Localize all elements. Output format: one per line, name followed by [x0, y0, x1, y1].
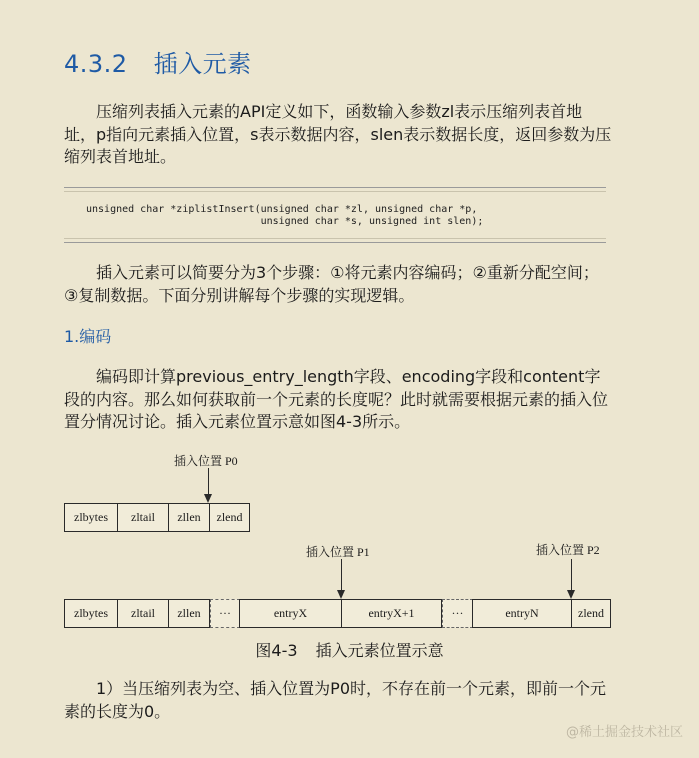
- figure-caption: [0, 638, 699, 661]
- p1-label: 插入位置 P1: [306, 545, 370, 559]
- row1-cell-zlbytes: zlbytes: [64, 503, 118, 532]
- row2-cell-entryX-plus-1: entryX+1: [341, 599, 442, 628]
- code-line-1: unsigned char *ziplistInsert(unsigned char *zl, unsigned char *p,: [86, 204, 478, 215]
- p2-arrow-icon: [567, 590, 575, 599]
- row2-cell-ellipsis-2: ···: [442, 599, 473, 628]
- section-heading: [64, 44, 252, 79]
- watermark: @稀土掘金技术社区: [565, 725, 683, 740]
- p2-arrow-line: [571, 559, 572, 590]
- row1-cell-zlend: zlend: [209, 503, 250, 532]
- row2-cell-entryX: entryX: [239, 599, 342, 628]
- code-line-2: unsigned char *s, unsigned int slen);: [86, 216, 484, 227]
- figure-caption-text: 插入元素位置示意: [315, 641, 444, 660]
- row2-cell-zllen: zllen: [168, 599, 210, 628]
- p2-label: 插入位置 P2: [536, 543, 600, 557]
- row2-cell-zlbytes: zlbytes: [64, 599, 118, 628]
- row2-cell-entryN: entryN: [472, 599, 572, 628]
- subheading: 1.编码: [64, 327, 112, 346]
- row2-cell-ellipsis-1: ···: [210, 599, 240, 628]
- p0-label: 插入位置 P0: [174, 454, 238, 468]
- p0-arrow-icon: [204, 494, 212, 503]
- row1-cell-zltail: zltail: [117, 503, 169, 532]
- steps-paragraph: 插入元素可以简要分为3个步骤：①将元素内容编码；②重新分配空间；③复制数据。下面分别讲解每个步骤的实现逻辑。: [64, 263, 599, 305]
- intro-paragraph: 压缩列表插入元素的API定义如下，函数输入参数zl表示压缩列表首地址，p指向元素插入位置，s表示数据内容，slen表示数据长度，返回参数为压缩列表首地址。: [64, 102, 612, 166]
- row1-cell-zllen: zllen: [168, 503, 210, 532]
- p0-arrow-line: [208, 468, 209, 494]
- row2-cell-zlend: zlend: [571, 599, 611, 628]
- section-number: 4.3.2: [64, 50, 128, 78]
- case1-paragraph: 1）当压缩列表为空、插入位置为P0时，不存在前一个元素，即前一个元素的长度为0。: [64, 679, 607, 721]
- figure-caption-number: 图4-3: [255, 641, 298, 660]
- section-title: 插入元素: [153, 50, 252, 78]
- encoding-paragraph: 编码即计算previous_entry_length字段、encoding字段和content字段的内容。那么如何获取前一个元素的长度呢？此时就需要根据元素的插入位置分情况讨论。插入元素位置示意如图4-3所示。: [64, 367, 609, 431]
- code-block: [64, 187, 606, 243]
- row2-cell-zltail: zltail: [117, 599, 169, 628]
- p1-arrow-icon: [337, 590, 345, 599]
- code-text: [86, 204, 483, 228]
- p1-arrow-line: [341, 559, 342, 590]
